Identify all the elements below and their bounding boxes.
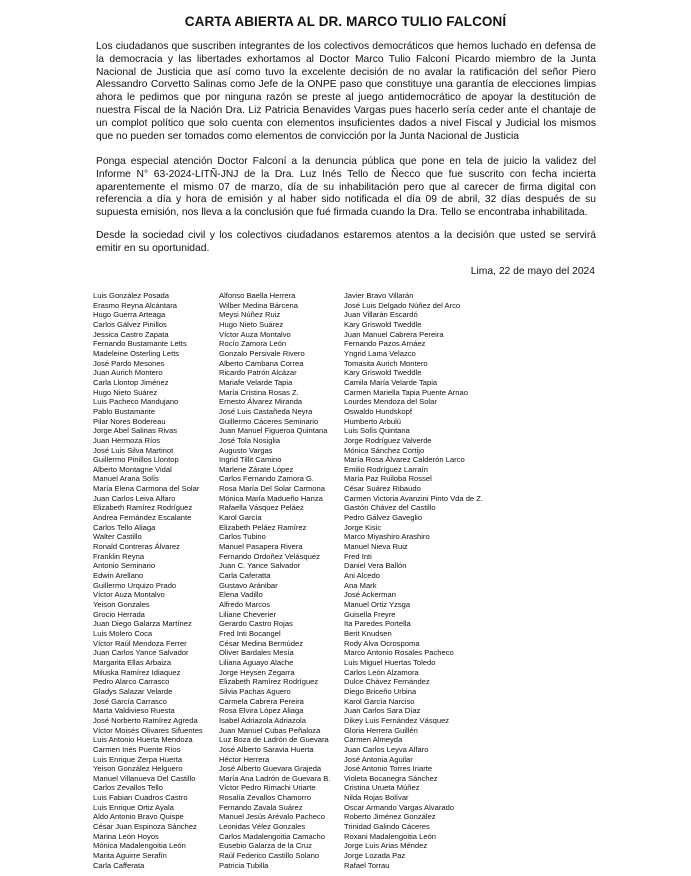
signatory-name: Marco Miyashiro Arashiro xyxy=(344,532,430,542)
signatory-name: Juan Aurich Montero xyxy=(93,368,163,378)
signatory-name: Alberto Cambana Correa xyxy=(219,358,304,368)
signatory-name: Oliver Bardales Mesía xyxy=(219,648,294,658)
signatory-name: Aldo Antonio Bravo Quispe xyxy=(93,812,184,822)
signatory-name: Mónica Sánchez Cortijo xyxy=(344,445,425,455)
signatory-name: Luis Enrique Zerpa Huerta xyxy=(93,754,183,764)
signatory-name: Héctor Herrera xyxy=(219,754,270,764)
signatory-name: Oscar Armando Vargas Alvarado xyxy=(344,802,455,812)
signatory-name: José Luis Delgado Núñez del Arco xyxy=(344,300,461,310)
signatory-name: Trinidad Galindo Cáceres xyxy=(344,822,430,832)
signatory-name: Humberto Arbulú xyxy=(344,416,401,426)
letter-date: Lima, 22 de mayo del 2024 xyxy=(470,266,595,277)
signatory-name: Rafaella Vásquez Peláez xyxy=(219,503,304,513)
signatory-name: Alfredo Marcos xyxy=(219,600,271,609)
signatory-name: César Medina Bermúdez xyxy=(219,638,303,648)
signatory-name: Carmen Inés Puente Ríos xyxy=(93,744,181,754)
signatory-column-2 xyxy=(219,291,330,870)
signatory-name: Luis Fabian Cuadros Castro xyxy=(93,793,188,803)
signatory-name: Gerardo Castro Rojas xyxy=(219,619,293,629)
signatory-name: Silvia Pachas Aguero xyxy=(219,686,291,696)
signatory-name: Víctor Raúl Mendoza Ferrer xyxy=(93,638,187,648)
signatory-name: Mónica María Madueño Hanza xyxy=(219,493,323,503)
signatory-name: Fernando Pazos Arnáez xyxy=(344,339,426,349)
signatory-name: José Luis Castañeda Neyra xyxy=(219,406,313,416)
signatory-name: María Rosa Álvarez Calderón Larco xyxy=(344,455,465,465)
signatory-name: Hugo Nieto Suárez xyxy=(93,387,158,397)
signatory-name: Luis González Posada xyxy=(93,291,169,300)
paragraph-report: Ponga especial atención Doctor Falconí a la denuncia pública que pone en tela de juicio la validez del Informe N° 63-2024-LITÑ-JNJ de la Dra. Luz Inés Tello de Ñecco que fue suscrito con fecha incierta aparentemente el mismo 07 de marzo, día de su inhabilitación pero que al carecer de firma digital con referencia a día y hora de emisión y al haber sido notificada el día 09 de abril, 32 días después de su supuesta emisión, nos lleva a la conclusión que fué firmada cuando la Dra. Tello se encontraba inhabilitada. xyxy=(96,156,596,219)
signatory-name: Luis Solís Quintana xyxy=(344,426,410,436)
signatory-name: Víctor Moisés Olivares Sifuentes xyxy=(93,725,203,735)
signatory-name: María Elena Carmona del Solar xyxy=(93,484,200,494)
signatory-name: Lourdes Mendoza del Solar xyxy=(344,397,437,407)
signatory-name: Rocío Zamora León xyxy=(219,339,287,349)
signatory-name: Luis Pacheco Mandujano xyxy=(93,397,179,407)
signatory-name: Rosalía Zevallos Chamorro xyxy=(219,793,312,803)
signatory-name: Fernando Ordoñez Velásquez xyxy=(219,551,320,561)
signatory-column-1 xyxy=(93,291,203,870)
signatory-name: César Suárez Ribaudo xyxy=(344,484,421,494)
signatory-name: Walter Castillo xyxy=(93,532,142,542)
letter-title: CARTA ABIERTA AL DR. MARCO TULIO FALCONÍ xyxy=(184,14,507,29)
signatory-name: Ronald Contreras Álvarez xyxy=(93,542,180,552)
signatory-name: José Norberto Ramírez Agreda xyxy=(93,715,198,725)
signatory-name: Hugo Guerra Arteaga xyxy=(93,310,166,320)
signatory-name: Karol García Narciso xyxy=(344,696,415,706)
signatory-name: Mónica Madalengoitia León xyxy=(93,841,186,851)
signatory-name: Raúl Federico Castillo Solano xyxy=(219,851,320,861)
signatory-name: Kary Griswold Tweddle xyxy=(344,319,422,329)
signatory-name: Marlene Zárate López xyxy=(219,464,294,474)
signatory-name: Víctor Auza Montalvo xyxy=(93,590,165,600)
signatory-name: José Antonia Aguilar xyxy=(344,754,413,764)
signatory-name: Franklin Reyna xyxy=(93,551,145,561)
paragraph-intro: Los ciudadanos que suscriben integrantes de los colectivos democráticos que hemos luchado en defensa de la democracia y las libertades exhortamos al Doctor Marco Tulio Falconí Picardo miembro de la Junta Nacional de Justicia que así como tuvo la excelente decisión de no avalar la ratificación del señor Piero Alessandro Corvetto Salinas como Jefe de la ONPE paso que constituye una garantía de elecciones limpias ahora le pedimos que por ninguna razón se preste al juego antidemocrático de apoyar la destitución de nuestra Fiscal de la Nación Dra. Liz Patricia Benavides Vargas pues hacerlo sería ceder ante el chantaje de un complot político que solo cuenta con elementos insuficientes dados a nivel Fiscal y Judicial los mismos que no pueden ser tomados como elementos de convicción por la Junta Nacional de Justicia xyxy=(96,41,596,142)
signatory-name: Ani Alcedo xyxy=(344,571,380,581)
signatory-name: Pedro Alarco Carrasco xyxy=(93,677,170,687)
signatory-name: Carla Llontop Jiménez xyxy=(93,377,169,387)
signatory-name: Liliane Cheverier xyxy=(219,609,276,619)
signatory-name: Carmen Mariella Tapia Puente Arnao xyxy=(344,387,468,397)
signatory-name: Hugo Nieto Suárez xyxy=(219,319,284,329)
signatory-name: Jessica Castro Zapata xyxy=(93,329,169,339)
signatory-name: Gladys Salazar Velarde xyxy=(93,686,173,696)
signatory-name: Andrea Fernández Escalante xyxy=(93,513,192,523)
signatory-name: Manuel Villanueva Del Castillo xyxy=(93,773,196,783)
signatory-name: Gastón Chávez del Castillo xyxy=(344,503,436,513)
signatory-name: Antonio Seminario xyxy=(93,561,156,571)
signatory-name: Alfonso Baella Herrera xyxy=(219,291,296,300)
signatory-name: Margarita Ellas Arbaiza xyxy=(93,657,172,667)
signatory-name: Alberto Montagne Vidal xyxy=(93,464,172,474)
signatory-name: Juan Villarán Escardó xyxy=(344,310,418,320)
signatory-name: Manuel Nieva Ruiz xyxy=(344,542,408,552)
signatory-name: Ingrid Tillit Camino xyxy=(219,455,282,465)
signatory-name: Carlos Tello Aliaga xyxy=(93,522,156,532)
paragraph-closing: Desde la sociedad civil y los colectivos ciudadanos estaremos atentos a la decisión que usted se servirá emitir en su oportunidad. xyxy=(96,230,596,254)
signatory-name: Elizabeth Ramírez Rodríguez xyxy=(219,677,319,687)
signatory-name: Jorge Rodríguez Valverde xyxy=(344,435,432,445)
signatory-name: José García Carrasco xyxy=(93,696,167,706)
signatory-name: Cristina Urueta Múñez xyxy=(344,783,420,793)
signatory-name: Marco Antonio Rosales Pacheco xyxy=(344,648,454,658)
signatory-name: Wilber Medina Bárcena xyxy=(219,300,298,310)
signatory-name: Augusto Vargas xyxy=(219,445,273,455)
signatory-name: María Paz Ruiloba Rossel xyxy=(344,474,432,484)
signatory-name: Juan Manuel Cubas Peñaloza xyxy=(219,725,321,735)
signatory-name: José Alberto Guevara Grajeda xyxy=(219,764,322,774)
signatory-name: Juan Carlos Yance Salvador xyxy=(93,648,189,658)
signatory-name: Guillermo Cáceres Seminario xyxy=(219,416,319,426)
signatory-name: Marta Valdivieso Ruesta xyxy=(93,706,175,716)
signatory-name: Daniel Vera Ballón xyxy=(344,561,407,571)
signatory-name: Carlos Fernando Zamora G. xyxy=(219,474,314,484)
signatory-name: Roxani Madalengoitia León xyxy=(344,831,437,841)
signatory-name: Patricia Tubilla xyxy=(219,860,269,870)
signatory-name: Elizabeth Peláez Ramírez xyxy=(219,522,307,532)
signatory-name: Juan Hermoza Ríos xyxy=(93,435,161,445)
signatory-name: Guillermo Pinillos Llontop xyxy=(93,455,179,465)
signatory-name: Berit Knudsen xyxy=(344,628,392,638)
signatory-name: Dikey Luis Fernández Vásquez xyxy=(344,715,450,725)
signatory-name: Ernesto Álvarez Miranda xyxy=(219,397,303,407)
signatory-name: Carmen Almeyda xyxy=(344,735,403,745)
signatory-name: Rody Alva Ocrospoma xyxy=(344,638,420,648)
signatory-name: Mariafe Velarde Tapia xyxy=(219,377,293,387)
signatory-column-3 xyxy=(344,291,483,870)
signatory-name: Elena Vadillo xyxy=(219,590,263,600)
signatory-name: Fernando Zavala Suárez xyxy=(219,802,303,812)
signatory-name: Meysi Núñez Ruiz xyxy=(219,310,281,320)
signatory-name: Carlos Madalengoitia Camacho xyxy=(219,831,325,841)
signatory-name: Luis Molero Coca xyxy=(93,628,153,638)
signatory-name: Pedro Gálvez Gaveglio xyxy=(344,513,423,523)
signatory-name: Jorge Lozada Paz xyxy=(344,851,406,861)
signatory-name: Nilda Rojas Bolívar xyxy=(344,793,409,803)
signatory-name: Madeleine Osterling Letts xyxy=(93,348,180,358)
signatory-name: Manuel Ortiz Yzsga xyxy=(344,600,411,609)
signatory-name: Elizabeth Ramírez Rodríguez xyxy=(93,503,193,513)
signatory-name: Manuel Jesús Arévalo Pacheco xyxy=(219,812,325,822)
signatory-name: Violeta Bocanegra Sánchez xyxy=(344,773,438,783)
signatory-name: José Luis Silva Martinot xyxy=(93,445,174,455)
signatory-name: Carlos Gálvez Pinillos xyxy=(93,319,167,329)
signatory-name: María Cristina Rosas Z. xyxy=(219,387,299,397)
signatory-name: Edwin Arellano xyxy=(93,571,144,581)
signatory-name: Miluska Ramírez Idiaquez xyxy=(93,667,181,677)
signatory-name: Liliana Aguayo Alache xyxy=(219,657,294,667)
signatory-name: Luz Boza de Ladrón de Guevara xyxy=(219,735,329,745)
signatory-name: Javier Bravo Villarán xyxy=(344,291,414,300)
signatory-name: Gloria Herrera Guillén xyxy=(344,725,418,735)
signatory-name: Luis Antonio Huerta Mendoza xyxy=(93,735,193,745)
signatory-name: Juan Manuel Figueroa Quintana xyxy=(219,426,328,436)
signatory-name: Erasmo Reyna Alcántara xyxy=(93,300,177,310)
signatory-name: José Alberto Saravia Huerta xyxy=(219,744,314,754)
signatory-name: Eusebio Galarza de la Cruz xyxy=(219,841,312,851)
signatory-name: Pilar Nores Bodereau xyxy=(93,416,166,426)
signatory-name: Luis Enrique Ortiz Ayala xyxy=(93,802,174,812)
signatory-name: Rosa María Del Solar Carmona xyxy=(219,484,325,494)
signatory-name: José Pardo Mesones xyxy=(93,358,165,368)
signatory-name: Guillermo Urquizo Prado xyxy=(93,580,177,590)
signatory-name: César Juan Espinoza Sánchez xyxy=(93,822,197,832)
signatory-name: Juan C. Yance Salvador xyxy=(219,561,301,571)
signatory-name: Jorge Kisic xyxy=(344,522,382,532)
signatory-name: Juan Carlos Leiva Alfaro xyxy=(93,493,176,503)
signatory-name: Emilio Rodríguez Larraín xyxy=(344,464,428,474)
signatory-name: Gustavo Aránibar xyxy=(219,580,278,590)
signatory-name: Grocio Herrada xyxy=(93,609,145,619)
signatory-name: Víctor Pedro Rimachi Uriarte xyxy=(219,783,316,793)
signatory-name: José Ackerman xyxy=(344,590,396,600)
signatory-name: Juan Manuel Cabrera Pereira xyxy=(344,329,444,339)
signatory-name: Carla Cafferata xyxy=(93,860,145,870)
signatory-name: Juan Diego Galarza Martínez xyxy=(93,619,192,629)
signatory-name: Jorge Heysen Zegarra xyxy=(219,667,295,677)
signatory-name: Juan Carlos Leyva Alfaro xyxy=(344,744,429,754)
signatory-name: Carmen Victoria Avanzini Pinto Vda de Z. xyxy=(344,493,484,503)
signatory-name: Fred Inti Bocangel xyxy=(219,628,281,638)
signatory-name: Tomasita Aurich Montero xyxy=(344,358,428,368)
signatory-name: Luis Miguel Huertas Toledo xyxy=(344,657,436,667)
signatory-name: Diego Briceño Urbina xyxy=(344,686,417,696)
signatory-name: Fernando Bustamante Letts xyxy=(93,339,187,349)
signatory-name: Yeison González Helguero xyxy=(93,764,183,774)
signatory-name: Fred Inti xyxy=(344,551,372,561)
signatory-name: Jorge Abel Salinas Rivas xyxy=(93,426,177,436)
signatory-name: Carmela Cabrera Pereira xyxy=(219,696,304,706)
signatory-name: Carlos León Alzamora xyxy=(344,667,419,677)
signatory-name: José Antonio Torres Iriarte xyxy=(344,764,433,774)
signatory-name: Oswaldo Hundskopf xyxy=(344,406,412,416)
signatory-name: Marita Aguirre Serafín xyxy=(93,851,167,861)
signatory-name: Víctor Auza Montalvo xyxy=(219,329,291,339)
signatory-name: Ita Paredes Portella xyxy=(344,619,411,629)
signatory-name: Kary Griswold Tweddle xyxy=(344,368,422,378)
signatory-name: Guisella Freyre xyxy=(344,609,396,619)
signatory-name: Yeison Gonzales xyxy=(93,600,150,609)
signatory-name: Marina León Hoyos xyxy=(93,831,159,841)
signatory-name: Rafael Torrau xyxy=(344,860,390,870)
signatory-name: Karol García xyxy=(219,513,262,523)
signatory-name: Leonidas Vélez Gonzales xyxy=(219,822,306,832)
signatory-name: Rosa Elvira López Aliaga xyxy=(219,706,304,716)
signatory-name: Juan Carlos Sara Díaz xyxy=(344,706,421,716)
signatory-name: Jorge Luis Arias Méndez xyxy=(344,841,428,851)
signatory-name: Manuel Arana Solís xyxy=(93,474,159,484)
signatory-name: Pablo Bustamante xyxy=(93,406,156,416)
signatory-name: Camila María Velarde Tapia xyxy=(344,377,438,387)
signatory-name: Carlos Tubino xyxy=(219,532,266,542)
signatory-name: Ricardo Patrón Alcázar xyxy=(219,368,297,378)
signatory-name: Dulce Chávez Fernández xyxy=(344,677,430,687)
signatory-name: Yngrid Lama Velazco xyxy=(344,348,416,358)
signatory-name: María Ana Ladrón de Guevara B. xyxy=(219,773,331,783)
signatory-name: Isabel Adriazola Adriazola xyxy=(219,715,306,725)
signatory-name: José Tola Nosiglia xyxy=(219,435,281,445)
signatory-name: Carlos Zevallos Tello xyxy=(93,783,163,793)
signatory-name: Gonzalo Persivale Rivero xyxy=(219,348,305,358)
signatory-name: Manuel Pasapera Rivera xyxy=(219,542,303,552)
signatory-name: Carla Caferatta xyxy=(219,571,271,581)
signatory-name: Ana Mark xyxy=(344,580,377,590)
signatory-name: Roberto Jiménez González xyxy=(344,812,436,822)
